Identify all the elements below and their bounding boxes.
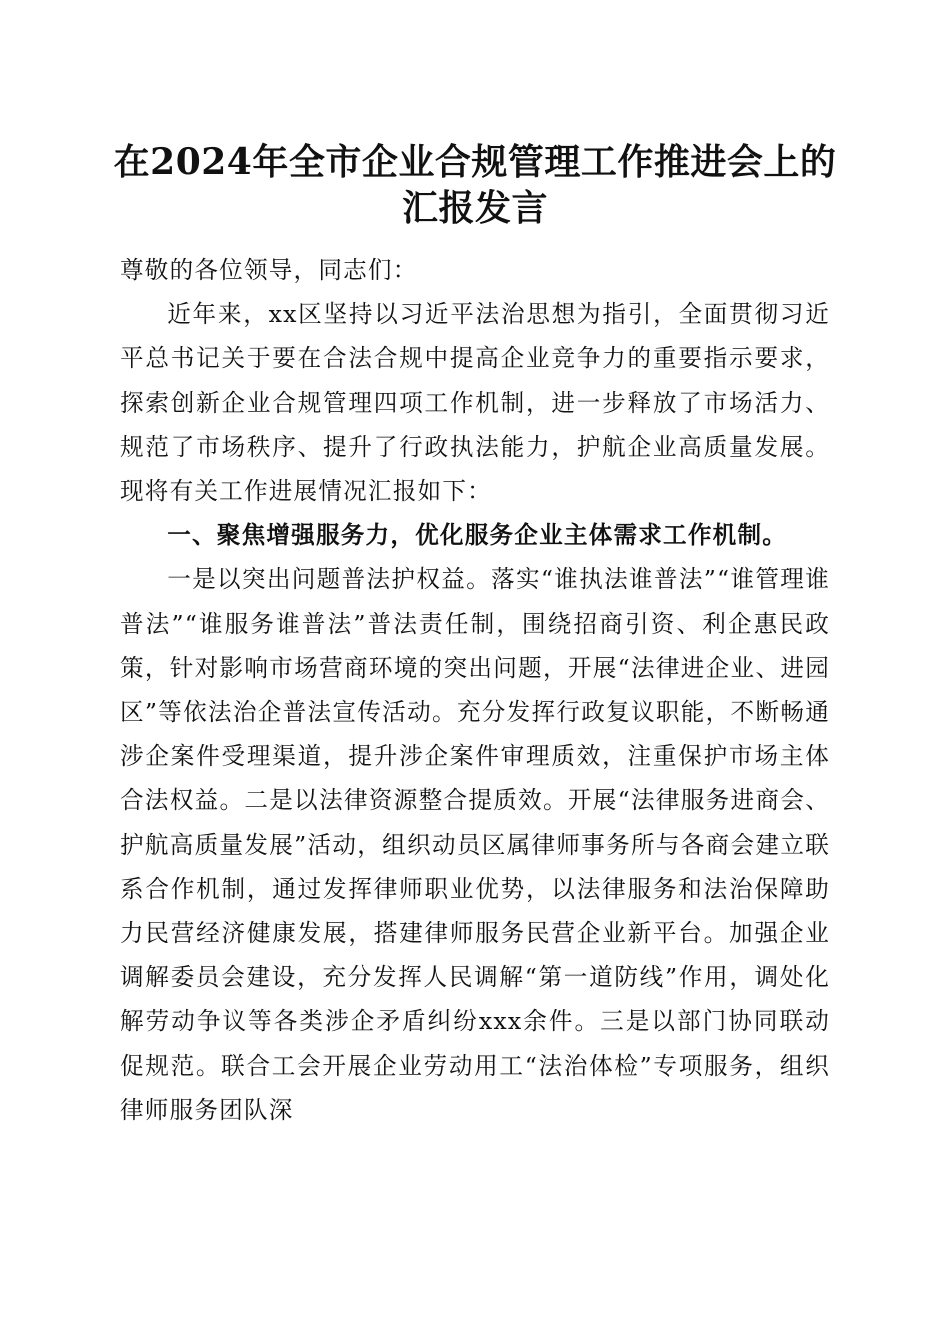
salutation: 尊敬的各位领导，同志们： <box>120 256 418 284</box>
section-heading-1: 一、聚焦增强服务力，优化服务企业主体需求工作机制。 <box>167 521 788 550</box>
document-title-line-2: 汇报发言 <box>401 187 548 229</box>
document-body <box>120 248 830 1132</box>
section-1-paragraph: 一是以突出问题普法护权益。落实“谁执法谁普法”“谁管理谁普法”“谁服务谁普法”普法责任制，围绕招商引资、利企惠民政策，针对影响市场营商环境的突出问题，开展“法律进企业、进园区”等依法治企普法宣传活动。充分发挥行政复议职能，不断畅通涉企案件受理渠道，提升涉企案件审理质效，注重保护市场主体合法权益。二是以法律资源整合提质效。开展“法律服务进商会、护航高质量发展”活动，组织动员区属律师事务所与各商会建立联系合作机制，通过发挥律师职业优势，以法律服务和法治保障助力民营经济健康发展，搭建律师服务民营企业新平台。加强企业调解委员会建设，充分发挥人民调解“第一道防线”作用，调处化解劳动争议等各类涉企矛盾纠纷xxx余件。三是以部门协同联动促规范。联合工会开展企业劳动用工“法治体检”专项服务，组织律师服务团队深 <box>120 565 830 1124</box>
intro-paragraph: 近年来，xx区坚持以习近平法治思想为指引，全面贯彻习近平总书记关于要在合法合规中提高企业竞争力的重要指示要求，探索创新企业合规管理四项工作机制，进一步释放了市场活力、规范了市场秩序、提升了行政执法能力，护航企业高质量发展。现将有关工作进展情况汇报如下： <box>120 300 830 506</box>
document-title-line-1: 在2024年全市企业合规管理工作推进会上的 <box>113 141 837 183</box>
